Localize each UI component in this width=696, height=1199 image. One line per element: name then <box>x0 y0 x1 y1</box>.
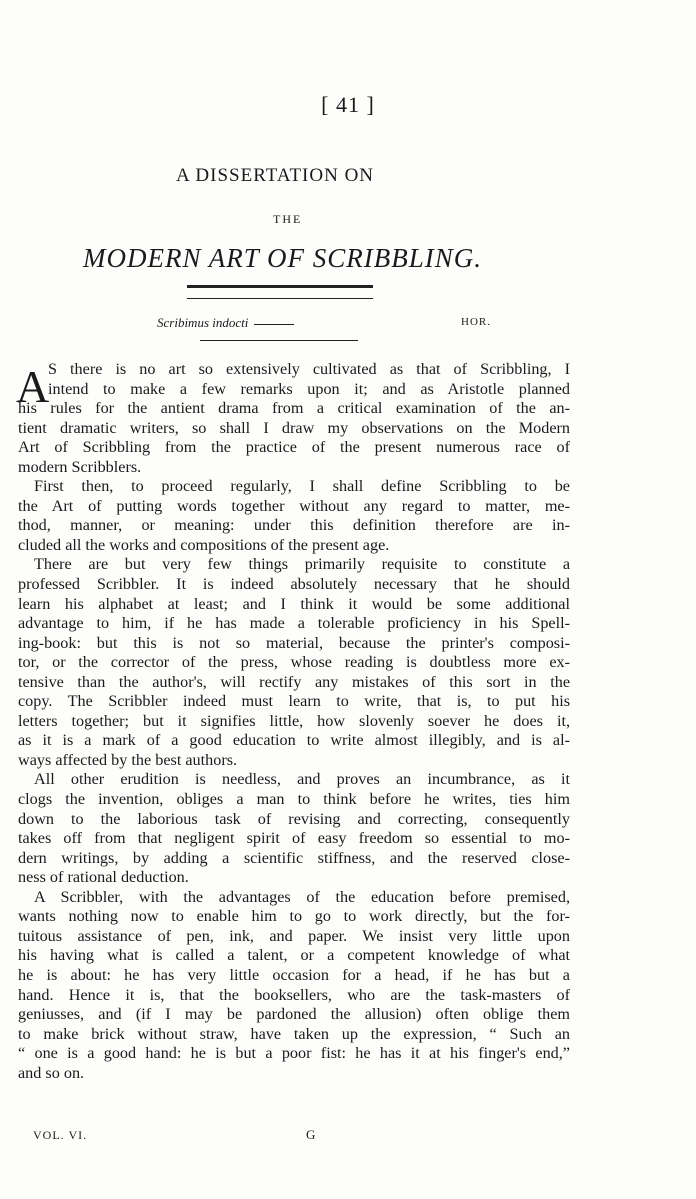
text-line: tensive than the author's, will rectify any mistakes of this sort in the <box>18 672 570 691</box>
title-the: THE <box>273 212 303 226</box>
text-line: advantage to him, if he has made a tolerable proficiency in his Spell- <box>18 614 570 633</box>
text-line: tor, or the corrector of the press, whose reading is doubtless more ex- <box>18 653 570 672</box>
title-line-1: A DISSERTATION ON <box>176 165 375 186</box>
body-text <box>18 360 570 1083</box>
text-line: his having what is called a talent, or a competent knowledge of what <box>18 946 570 965</box>
text-line: A Scribbler, with the advantages of the education before premised, <box>34 887 570 906</box>
text-line: dern writings, by adding a scientific stiffness, and the reserved close- <box>18 848 570 867</box>
epigraph-quote: Scribimus indocti <box>157 315 249 330</box>
text-line: the Art of putting words together without any regard to matter, me- <box>18 496 570 515</box>
text-line: learn his alphabet at least; and I think it would be some additional <box>18 594 570 613</box>
text-line: cluded all the works and compositions of the present age. <box>18 535 390 554</box>
single-rule-divider <box>200 340 358 341</box>
signature-mark: VOL. VI. <box>33 1128 88 1142</box>
text-line: geniusses, and (if I may be pardoned the allusion) often oblige them <box>18 1005 570 1024</box>
double-rule-divider <box>187 285 373 299</box>
text-line: wants nothing now to enable him to go to work directly, but the for- <box>18 907 570 926</box>
text-line: his rules for the antient drama from a critical examination of the an- <box>18 399 570 418</box>
text-line: tient dramatic writers, so shall I draw my observations on the Modern <box>18 418 570 437</box>
text-line: clogs the invention, obliges a man to think before he writes, ties him <box>18 790 570 809</box>
page-number: [ 41 ] <box>321 92 375 117</box>
text-line: thod, manner, or meaning: under this definition therefore are in- <box>18 516 570 535</box>
text-line: All other erudition is needless, and proves an incumbrance, as it <box>34 770 570 789</box>
drop-cap: A <box>16 361 50 412</box>
gathering-mark: G <box>306 1127 316 1142</box>
text-line: ness of rational deduction. <box>18 868 189 887</box>
epigraph-author: HOR. <box>461 316 491 328</box>
text-line: copy. The Scribbler indeed must learn to write, that is, to put his <box>18 692 570 711</box>
text-line: First then, to proceed regularly, I shall define Scribbling to be <box>34 477 570 496</box>
text-line: he is about: he has very little occasion for a head, if he has but a <box>18 965 570 984</box>
text-line: and so on. <box>18 1063 85 1082</box>
text-line: S there is no art so extensively cultivated as that of Scribbling, I <box>48 360 570 378</box>
text-line: down to the laborious task of revising and correcting, consequently <box>18 809 570 828</box>
epigraph-dash <box>254 324 294 325</box>
text-line: modern Scribblers. <box>18 457 142 476</box>
text-line: intend to make a few remarks upon it; and as Aristotle planned <box>48 379 570 398</box>
text-line: tuitous assistance of pen, ink, and paper. We insist very little upon <box>18 926 570 945</box>
epigraph <box>157 315 294 331</box>
page-title: MODERN ART OF SCRIBBLING. <box>83 243 482 273</box>
text-line: hand. Hence it is, that the booksellers, who are the task-masters of <box>18 985 570 1004</box>
text-line: There are but very few things primarily requisite to constitute a <box>34 555 570 574</box>
text-line: to make brick without straw, have taken up the expression, “ Such an <box>18 1024 570 1043</box>
text-line: takes off from that negligent spirit of easy freedom so essential to mo- <box>18 829 570 848</box>
text-line: as it is a mark of a good education to write almost illegibly, and is al- <box>18 731 570 750</box>
text-line: ways affected by the best authors. <box>18 750 238 769</box>
text-line: professed Scribbler. It is indeed absolutely necessary that he should <box>18 575 570 594</box>
text-line: letters together; but it signifies little, how slovenly soever he does it, <box>18 711 570 730</box>
text-line: Art of Scribbling from the practice of the present numerous race of <box>18 438 570 457</box>
text-line: “ one is a good hand: he is but a poor fist: he has it at his finger's end,” <box>18 1044 570 1063</box>
text-line: ing-book: but this is not so material, because the printer's composi- <box>18 633 570 652</box>
